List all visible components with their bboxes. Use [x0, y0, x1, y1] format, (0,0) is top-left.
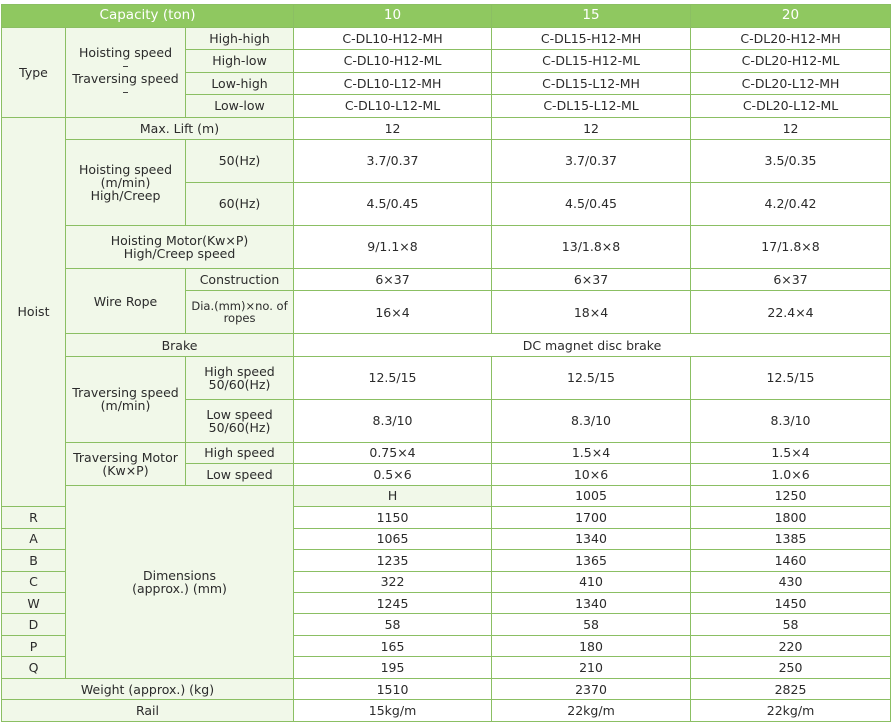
model-cell: C-DL20-H12-MH — [691, 27, 891, 50]
value-cell: 4.5/0.45 — [294, 182, 492, 225]
value-cell: 1005 — [492, 485, 691, 506]
model-cell: C-DL15-H12-ML — [492, 50, 691, 73]
value-cell: 0.75×4 — [294, 442, 492, 463]
value-cell: 1800 — [691, 507, 891, 528]
hoisting-motor-label: Hoisting Motor(Kw×P) High/Creep speed — [66, 225, 294, 268]
value-cell: 210 — [492, 657, 691, 678]
hoisting-speed-label: Hoisting speed (m/min) High/Creep — [66, 140, 186, 226]
value-cell: 220 — [691, 635, 891, 656]
model-cell: C-DL10-L12-MH — [294, 72, 492, 95]
dimension-key: B — [2, 550, 66, 571]
dimension-key: P — [2, 635, 66, 656]
value-cell: 2825 — [691, 678, 891, 699]
value-cell: 12 — [294, 117, 492, 140]
traversing-speed-label: Traversing speed (m/min) — [66, 356, 186, 442]
hoist-label: Hoist — [2, 117, 66, 507]
value-cell: 1340 — [492, 528, 691, 549]
value-cell: 1235 — [294, 550, 492, 571]
dimension-key: A — [2, 528, 66, 549]
value-cell: 1365 — [492, 550, 691, 571]
value-cell: 180 — [492, 635, 691, 656]
spec-table — [1, 4, 891, 722]
construction-label: Construction — [186, 268, 294, 291]
value-cell: 10×6 — [492, 464, 691, 485]
hoisting-motor-row — [2, 225, 891, 268]
dimensions-label: Dimensions (approx.) (mm) — [66, 485, 294, 678]
wire-rope-label: Wire Rope — [66, 268, 186, 333]
hoisting-traversing-speed-label: Hoisting speed – Traversing speed – — [66, 27, 186, 117]
speed-low-high: Low-high — [186, 72, 294, 95]
weight-label: Weight (approx.) (kg) — [2, 678, 294, 699]
dimension-key: R — [2, 507, 66, 528]
dimension-key: W — [2, 593, 66, 614]
capacity-10: 10 — [294, 5, 492, 28]
value-cell: 12.5/15 — [492, 356, 691, 399]
value-cell: 18×4 — [492, 291, 691, 334]
header-row — [2, 5, 891, 28]
value-cell: 58 — [492, 614, 691, 635]
motor-low-label: Low speed — [186, 464, 294, 485]
speed-high-low: High-low — [186, 50, 294, 73]
value-cell: 3.5/0.35 — [691, 140, 891, 183]
value-cell: 8.3/10 — [691, 399, 891, 442]
value-cell: 2370 — [492, 678, 691, 699]
model-cell: C-DL10-H12-ML — [294, 50, 492, 73]
dimension-key: D — [2, 614, 66, 635]
value-cell: 410 — [492, 571, 691, 592]
model-cell: C-DL15-L12-MH — [492, 72, 691, 95]
type-row — [2, 27, 891, 50]
traversing-motor-label: Traversing Motor (Kw×P) — [66, 442, 186, 485]
model-cell: C-DL10-L12-ML — [294, 95, 492, 118]
model-cell: C-DL20-L12-MH — [691, 72, 891, 95]
value-cell: 12.5/15 — [294, 356, 492, 399]
value-cell: 1460 — [691, 550, 891, 571]
value-cell: 1700 — [492, 507, 691, 528]
brake-label: Brake — [66, 334, 294, 357]
value-cell: 0.5×6 — [294, 464, 492, 485]
max-lift-label: Max. Lift (m) — [66, 117, 294, 140]
dia-label: Dia.(mm)×no. of ropes — [186, 291, 294, 334]
weight-row — [2, 678, 891, 699]
freq-50hz: 50(Hz) — [186, 140, 294, 183]
brake-row — [2, 334, 891, 357]
dimension-key: C — [2, 571, 66, 592]
rail-label: Rail — [2, 700, 294, 722]
value-cell: 12 — [691, 117, 891, 140]
value-cell: 1250 — [691, 485, 891, 506]
model-cell: C-DL15-H12-MH — [492, 27, 691, 50]
model-cell: C-DL15-L12-ML — [492, 95, 691, 118]
model-cell: C-DL20-L12-ML — [691, 95, 891, 118]
traversing-speed-high-row — [2, 356, 891, 399]
value-cell: 1150 — [294, 507, 492, 528]
speed-high-high: High-high — [186, 27, 294, 50]
freq-60hz: 60(Hz) — [186, 182, 294, 225]
capacity-15: 15 — [492, 5, 691, 28]
value-cell: 8.3/10 — [492, 399, 691, 442]
value-cell: 4.2/0.42 — [691, 182, 891, 225]
model-cell: C-DL10-H12-MH — [294, 27, 492, 50]
value-cell: 22kg/m — [691, 700, 891, 722]
value-cell: 322 — [294, 571, 492, 592]
type-label: Type — [2, 27, 66, 117]
value-cell: 1450 — [691, 593, 891, 614]
dimension-key: H — [294, 485, 492, 506]
traversing-high-label: High speed 50/60(Hz) — [186, 356, 294, 399]
value-cell: 1.5×4 — [492, 442, 691, 463]
wire-rope-construction-row — [2, 268, 891, 291]
value-cell: 13/1.8×8 — [492, 225, 691, 268]
traversing-motor-high-row — [2, 442, 891, 463]
value-cell: 4.5/0.45 — [492, 182, 691, 225]
value-cell: 16×4 — [294, 291, 492, 334]
motor-high-label: High speed — [186, 442, 294, 463]
value-cell: 1385 — [691, 528, 891, 549]
value-cell: 22.4×4 — [691, 291, 891, 334]
value-cell: 1340 — [492, 593, 691, 614]
value-cell: 15kg/m — [294, 700, 492, 722]
value-cell: 195 — [294, 657, 492, 678]
capacity-label: Capacity (ton) — [2, 5, 294, 28]
value-cell: 430 — [691, 571, 891, 592]
value-cell: 17/1.8×8 — [691, 225, 891, 268]
value-cell: 58 — [691, 614, 891, 635]
value-cell: 12.5/15 — [691, 356, 891, 399]
speed-low-low: Low-low — [186, 95, 294, 118]
value-cell: 3.7/0.37 — [492, 140, 691, 183]
dimension-row — [2, 485, 891, 506]
model-cell: C-DL20-H12-ML — [691, 50, 891, 73]
value-cell: 1.0×6 — [691, 464, 891, 485]
value-cell: 22kg/m — [492, 700, 691, 722]
max-lift-row — [2, 117, 891, 140]
rail-row — [2, 700, 891, 722]
value-cell: 6×37 — [691, 268, 891, 291]
traversing-low-label: Low speed 50/60(Hz) — [186, 399, 294, 442]
value-cell: 1245 — [294, 593, 492, 614]
value-cell: 1.5×4 — [691, 442, 891, 463]
value-cell: 58 — [294, 614, 492, 635]
dimension-key: Q — [2, 657, 66, 678]
value-cell: 1510 — [294, 678, 492, 699]
value-cell: 12 — [492, 117, 691, 140]
value-cell: 9/1.1×8 — [294, 225, 492, 268]
value-cell: 250 — [691, 657, 891, 678]
hoisting-speed-row — [2, 140, 891, 183]
value-cell: 1065 — [294, 528, 492, 549]
capacity-20: 20 — [691, 5, 891, 28]
value-cell: 165 — [294, 635, 492, 656]
value-cell: 3.7/0.37 — [294, 140, 492, 183]
value-cell: 6×37 — [492, 268, 691, 291]
value-cell: 8.3/10 — [294, 399, 492, 442]
value-cell: 6×37 — [294, 268, 492, 291]
brake-value: DC magnet disc brake — [294, 334, 891, 357]
